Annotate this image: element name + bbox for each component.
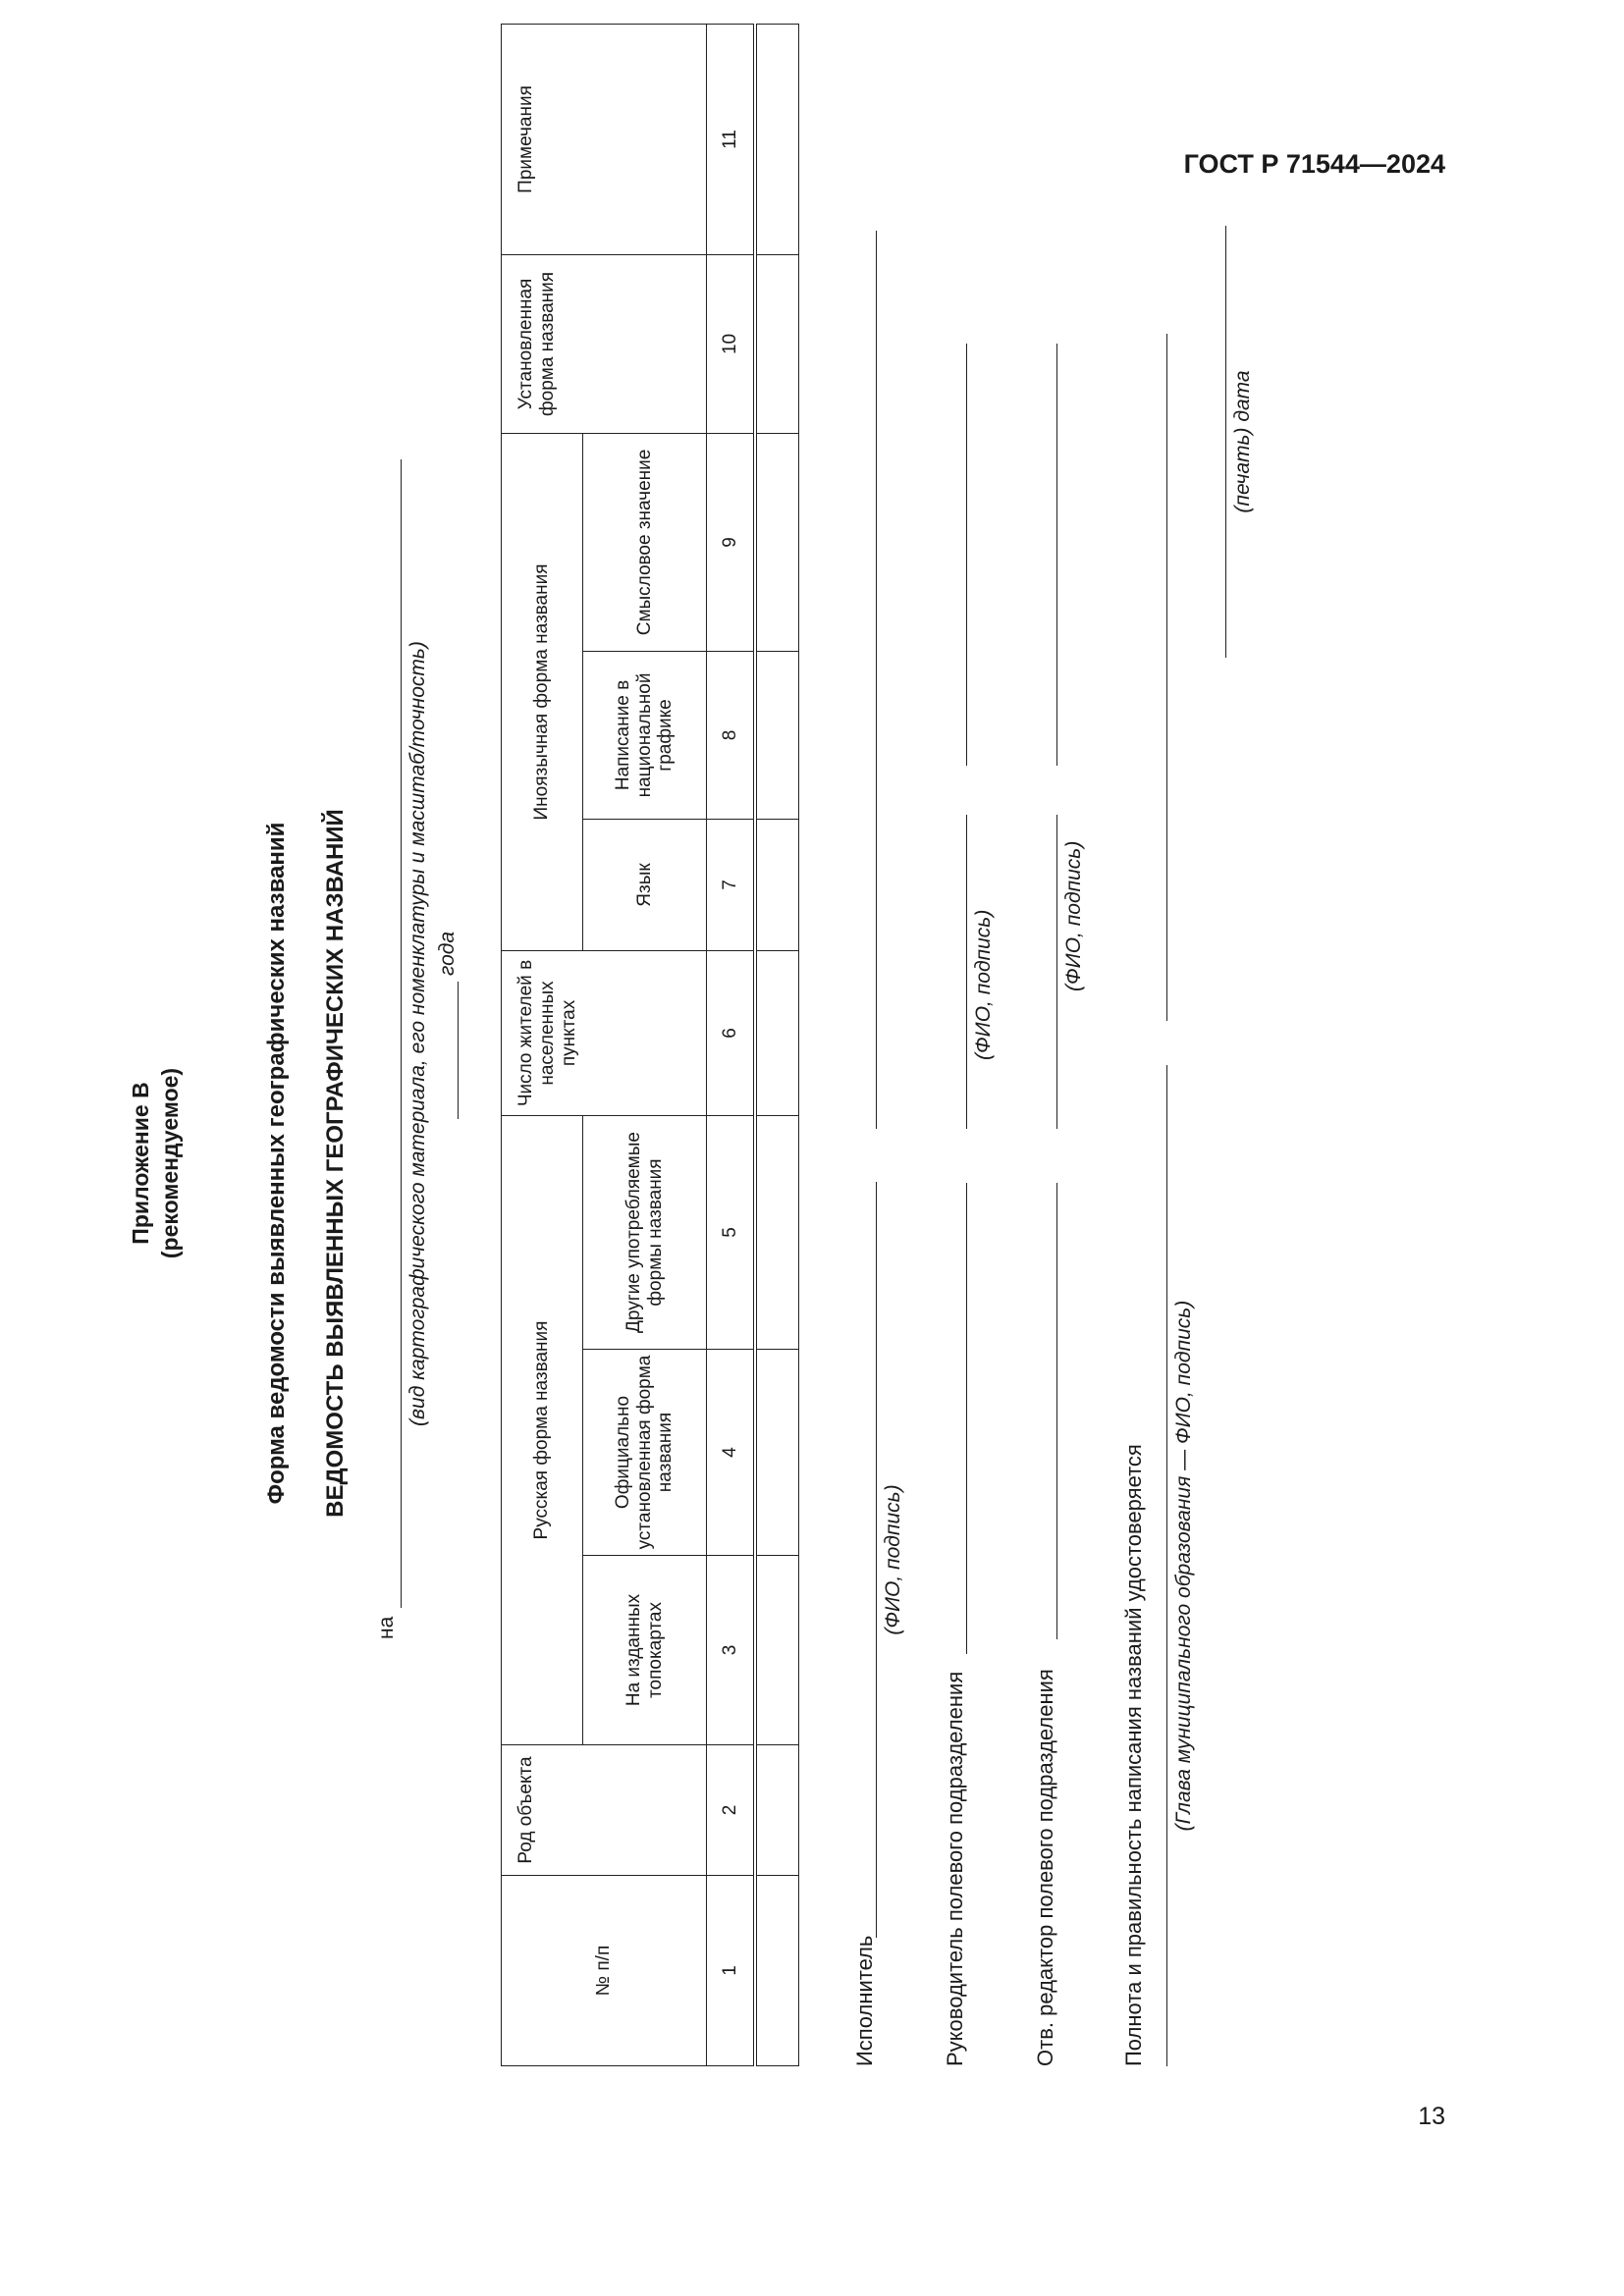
col-topomaps: На изданных топокартах — [583, 1556, 707, 1745]
page-number: 13 — [1418, 2103, 1445, 2130]
standard-code: ГОСТ Р 71544—2024 — [1183, 149, 1445, 179]
field-head-fio-line — [966, 1183, 967, 1654]
field-head-label: Руководитель полевого подразделения — [943, 1671, 967, 2066]
rotated-form-area — [118, 85, 1296, 2110]
col-kind: Род объекта — [502, 1745, 707, 1876]
field-head-sign-line — [966, 815, 967, 1129]
field-editor-caption: (ФИО, подпись) — [1062, 840, 1085, 991]
col-meaning: Смысловое значение — [583, 433, 707, 651]
col-number: 3 — [707, 1556, 756, 1745]
group-foreign: Иноязычная форма названия — [502, 433, 583, 950]
na-label: на — [375, 1616, 398, 1639]
completeness-label: Полнота и правильность написания названий удостоверяется — [1121, 1444, 1146, 2066]
col-population: Число жителей в населенных пунктах — [502, 950, 707, 1115]
municipal-head-caption: (Глава муниципального образования — ФИО, подпись) — [1172, 1300, 1195, 1832]
material-caption: (вид картографического материала, его номенклатуры и масштаб/точность) — [406, 641, 429, 1426]
executor-extra-line — [876, 231, 877, 1129]
col-number: 8 — [707, 651, 756, 819]
col-established: Установленная форма названия — [502, 254, 707, 433]
form-title: Форма ведомости выявленных географических названий — [263, 822, 290, 1505]
field-editor-extra-line — [1056, 344, 1057, 766]
col-num: № п/п — [502, 1876, 707, 2066]
col-number: 10 — [707, 254, 756, 433]
field-editor-label: Отв. редактор полевого подразделения — [1033, 1669, 1057, 2066]
field-editor-sign-line — [1056, 815, 1057, 1129]
group-russian: Русская форма названия — [502, 1115, 583, 1744]
appendix-subtitle: (рекомендуемое) — [157, 1067, 183, 1259]
year-line — [458, 982, 459, 1119]
material-line — [401, 459, 402, 1608]
col-number: 6 — [707, 950, 756, 1115]
stamp-date-caption: (печать) дата — [1231, 370, 1254, 513]
executor-fio-line — [876, 1182, 877, 1938]
col-number: 2 — [707, 1745, 756, 1876]
col-official: Официально установленная форма названия — [583, 1350, 707, 1556]
col-number: 4 — [707, 1350, 756, 1556]
field-editor-fio-line — [1056, 1183, 1057, 1639]
col-number: 7 — [707, 819, 756, 950]
col-number: 9 — [707, 433, 756, 651]
col-number: 5 — [707, 1115, 756, 1349]
doc-title: ВЕДОМОСТЬ ВЫЯВЛЕННЫХ ГЕОГРАФИЧЕСКИХ НАЗВАНИЙ — [322, 809, 349, 1518]
col-number: 1 — [707, 1876, 756, 2066]
col-other: Другие употребляемые формы названия — [583, 1115, 707, 1349]
municipal-head-line — [1166, 1065, 1167, 2066]
municipal-sign-line — [1166, 334, 1167, 1021]
table-row — [755, 24, 799, 2065]
stamp-date-line — [1225, 226, 1226, 658]
appendix-title: Приложение В — [128, 1082, 153, 1245]
executor-label: Исполнитель — [852, 1935, 877, 2066]
executor-caption: (ФИО, подпись) — [882, 1484, 904, 1635]
names-table — [501, 24, 799, 2066]
col-national: Написание в национальной графике — [583, 651, 707, 819]
col-language: Язык — [583, 819, 707, 950]
year-label: года — [436, 931, 459, 976]
col-notes: Примечания — [502, 24, 707, 254]
field-head-extra-line — [966, 344, 967, 766]
field-head-caption: (ФИО, подпись) — [972, 909, 995, 1060]
col-number: 11 — [707, 24, 756, 254]
